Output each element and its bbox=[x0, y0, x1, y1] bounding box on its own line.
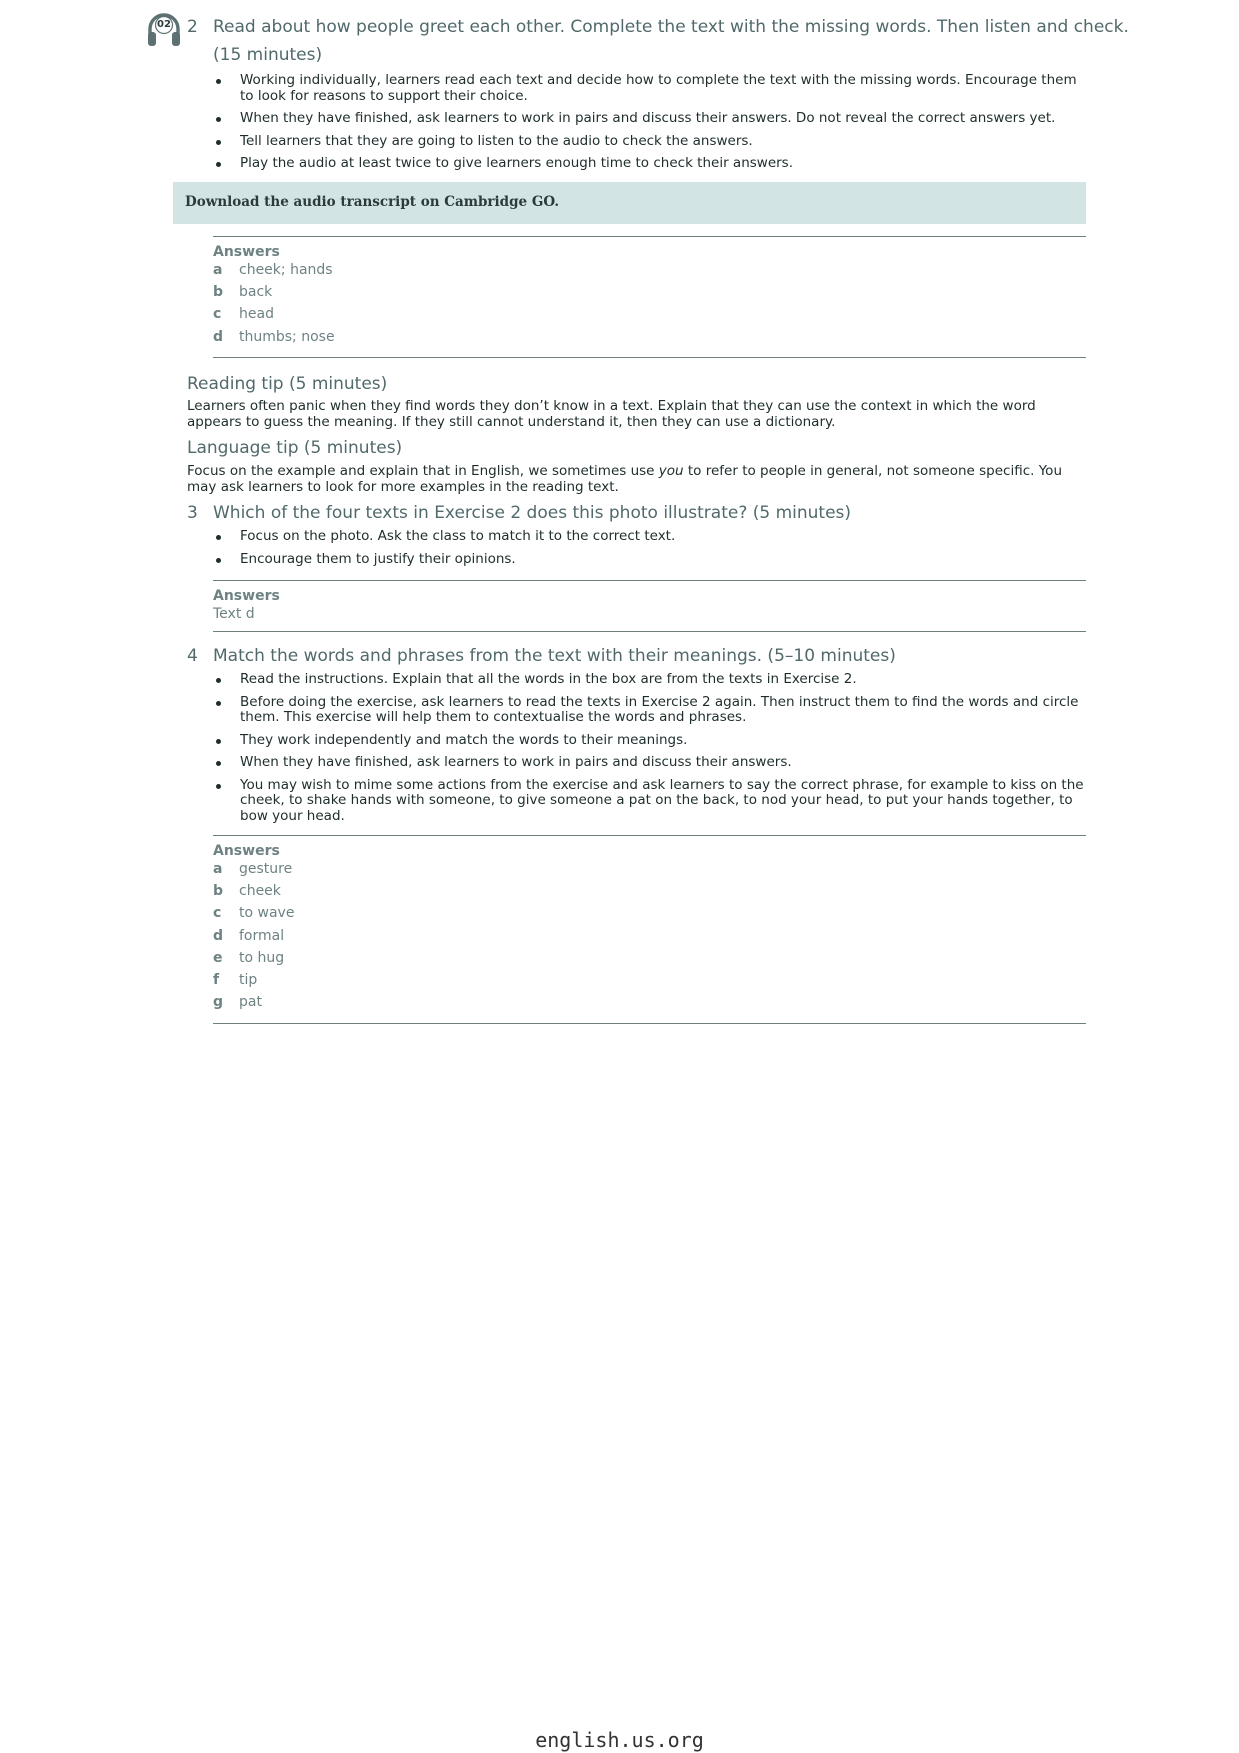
answer-letter: e bbox=[213, 949, 223, 966]
answer-item bbox=[213, 861, 294, 883]
bullet-item: You may wish to mime some actions from the exercise and ask learners to say the correct phrase, for example to kiss on the cheek, to shake hands with someone, to give someone a pat on the back, to nod your head, to put your hands together, to bow your head. bbox=[213, 778, 1093, 825]
answer-item bbox=[213, 306, 335, 328]
answer-text: cheek; hands bbox=[239, 262, 333, 278]
exercise-3-heading bbox=[187, 501, 1087, 525]
bullet-item: When they have finished, ask learners to work in pairs and discuss their answers. bbox=[213, 755, 1093, 771]
footer-watermark[interactable]: english.us.org bbox=[535, 1728, 704, 1752]
bullet-item: Working individually, learners read each text and decide how to complete the text with the missing words. Encourage them to look for reasons to support their choice. bbox=[213, 73, 1093, 104]
language-tip-text-after: to refer to people in general, not someone specific. You may ask learners to look for more examples in the reading text. bbox=[187, 463, 1062, 495]
language-tip-text bbox=[187, 464, 1067, 495]
answer-item bbox=[213, 905, 294, 927]
answer-letter: d bbox=[213, 927, 224, 944]
bullet-item: Encourage them to justify their opinions. bbox=[213, 552, 1093, 568]
divider bbox=[213, 631, 1086, 632]
download-note-text[interactable]: Download the audio transcript on Cambridge GO. bbox=[185, 194, 560, 210]
bullet-item: When they have finished, ask learners to work in pairs and discuss their answers. Do not reveal the correct answers yet. bbox=[213, 111, 1093, 127]
answer-item bbox=[213, 284, 335, 306]
bullet-item: They work independently and match the words to their meanings. bbox=[213, 733, 1093, 749]
answers-label: Answers bbox=[213, 244, 280, 260]
exercise-3-answer: Text d bbox=[213, 606, 255, 622]
bullet-item: Focus on the photo. Ask the class to match it to the correct text. bbox=[213, 529, 1093, 545]
reading-tip-text: Learners often panic when they find words they don’t know in a text. Explain that they can use the context in which the word appears to guess the meaning. If they still cannot understand it, then they can use a dictionary. bbox=[187, 398, 1036, 430]
answer-letter: c bbox=[213, 306, 222, 323]
exercise-4-answers bbox=[213, 861, 294, 1016]
language-tip-title: Language tip (5 minutes) bbox=[187, 438, 403, 458]
answer-text: tip bbox=[239, 971, 258, 988]
divider bbox=[213, 1023, 1086, 1024]
answer-letter: b bbox=[213, 883, 224, 900]
audio-track-icon[interactable] bbox=[146, 12, 182, 48]
exercise-4-title: Match the words and phrases from the text with their meanings. (5–10 minutes) bbox=[213, 646, 896, 666]
divider bbox=[213, 835, 1086, 836]
bullet-item: Read the instructions. Explain that all the words in the box are from the texts in Exercise 2. bbox=[213, 672, 1093, 688]
exercise-2-title: Read about how people greet each other. Complete the text with the missing words. Then listen and check. bbox=[213, 17, 1129, 37]
exercise-2-bullets bbox=[213, 73, 1093, 179]
divider bbox=[213, 236, 1086, 237]
answer-text: pat bbox=[239, 994, 262, 1011]
answer-item bbox=[213, 994, 294, 1016]
answer-text: formal bbox=[239, 927, 285, 944]
exercise-2-number: 2 bbox=[187, 17, 198, 37]
answer-letter: a bbox=[213, 262, 223, 278]
answer-text: gesture bbox=[239, 861, 293, 877]
answer-letter: b bbox=[213, 284, 224, 301]
exercise-4-bullets bbox=[213, 672, 1093, 831]
answer-item bbox=[213, 950, 294, 972]
headphones-icon bbox=[146, 12, 182, 48]
download-note-box bbox=[173, 182, 1086, 224]
answer-text: to hug bbox=[239, 949, 285, 966]
reading-tip-title: Reading tip (5 minutes) bbox=[187, 374, 388, 394]
bullet-item: Tell learners that they are going to listen to the audio to check the answers. bbox=[213, 134, 1093, 150]
answer-item bbox=[213, 972, 294, 994]
answer-letter: c bbox=[213, 905, 222, 922]
answer-letter: a bbox=[213, 861, 223, 877]
answer-letter: g bbox=[213, 994, 224, 1011]
bullet-item: Before doing the exercise, ask learners to read the texts in Exercise 2 again. Then instruct them to find the words and circle them. This exercise will help them to contextualise the words and phrases. bbox=[213, 695, 1093, 726]
answer-text: to wave bbox=[239, 905, 295, 922]
language-tip-italic-word: you bbox=[658, 463, 684, 479]
answer-text: cheek bbox=[239, 883, 281, 900]
language-tip-text-before: Focus on the example and explain that in English, we sometimes use bbox=[187, 463, 659, 479]
answer-text: thumbs; nose bbox=[239, 328, 335, 345]
exercise-4-number: 4 bbox=[187, 646, 198, 666]
exercise-4-heading bbox=[187, 644, 1087, 668]
answer-letter: d bbox=[213, 328, 224, 345]
answers-label: Answers bbox=[213, 843, 280, 859]
answer-item bbox=[213, 928, 294, 950]
exercise-3-title: Which of the four texts in Exercise 2 does this photo illustrate? (5 minutes) bbox=[213, 503, 852, 523]
answers-label: Answers bbox=[213, 588, 280, 604]
divider bbox=[213, 580, 1086, 581]
exercise-3-number: 3 bbox=[187, 503, 198, 523]
answer-item bbox=[213, 883, 294, 905]
exercise-3-bullets bbox=[213, 529, 1093, 574]
answer-letter: f bbox=[213, 971, 220, 988]
answer-text: head bbox=[239, 306, 274, 323]
answer-item bbox=[213, 262, 335, 284]
exercise-2-duration: (15 minutes) bbox=[213, 45, 323, 65]
exercise-2-answers bbox=[213, 262, 335, 351]
audio-track-number: 02 bbox=[157, 19, 171, 30]
exercise-2-heading bbox=[187, 15, 1129, 67]
divider bbox=[213, 357, 1086, 358]
bullet-item: Play the audio at least twice to give learners enough time to check their answers. bbox=[213, 156, 1093, 172]
answer-item bbox=[213, 329, 335, 351]
answer-text: back bbox=[239, 284, 273, 301]
